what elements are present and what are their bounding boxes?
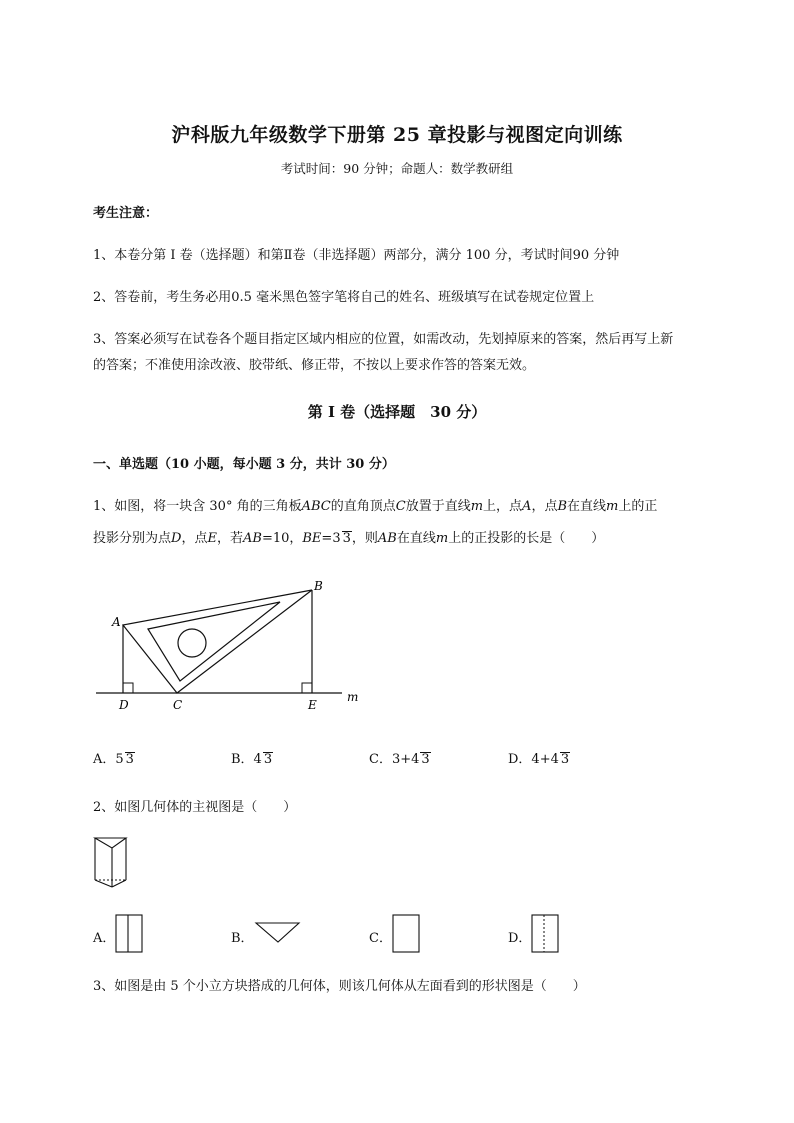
- q2-text: 2、如图几何体的主视图是（ ）: [93, 800, 297, 815]
- section-title: 第 I 卷（选择题 30 分）: [307, 403, 487, 421]
- q1-line-2: 投影分别为点D，点E，若AB=10，BE=3 3，则AB在直线m上的正投影的长是（ ）: [93, 531, 605, 546]
- note-item-3-line-2: 的答案；不准使用涂改液、胶带纸、修正带，不按以上要求作答的答案无效。: [93, 358, 536, 373]
- q1-option-c[interactable]: C．3+4 3: [369, 752, 430, 767]
- part-heading: 一、单选题（10 小题，每小题 3 分，共计 30 分）: [93, 457, 395, 472]
- q1-option-b[interactable]: B．4 3: [231, 752, 273, 767]
- note-item-3-line-1: 3、答案必须写在试卷各个题目指定区域内相应的位置，如需改动，先划掉原来的答案，然后再写上新: [93, 332, 674, 347]
- note-item-2: 2、答卷前，考生务必用0.5 毫米黑色签字笔将自己的姓名、班级填写在试卷规定位置上: [93, 290, 595, 305]
- q2-prism-figure: [92, 834, 132, 890]
- label-E: E: [308, 698, 317, 712]
- label-B: B: [314, 579, 323, 593]
- q2-option-d-label[interactable]: D．: [508, 931, 532, 946]
- label-D: D: [119, 698, 129, 712]
- exam-info: 考试时间：90 分钟；命题人：数学教研组: [280, 161, 514, 176]
- q2-option-b-label[interactable]: B．: [231, 931, 254, 946]
- q3-text: 3、如图是由 5 个小立方块搭成的几何体，则该几何体从左面看到的形状图是（ ）: [93, 979, 586, 994]
- q1-line-1: 1、如图，将一块含 30° 角的三角板ABC的直角顶点C放置于直线m上，点A，点B在直线m上的正: [93, 499, 658, 514]
- q2-option-d-figure[interactable]: [530, 913, 562, 955]
- q2-option-c-figure[interactable]: [391, 913, 423, 955]
- triangle-outer: [123, 590, 312, 693]
- triangle-inner: [148, 602, 280, 681]
- q2-option-a-label[interactable]: A．: [93, 931, 116, 946]
- notes-heading: 考生注意：: [93, 206, 159, 221]
- label-A: A: [112, 615, 121, 629]
- note-item-1: 1、本卷分第 I 卷（选择题）和第Ⅱ卷（非选择题）两部分，满分 100 分，考试时间90 分钟: [93, 248, 620, 263]
- q2-option-c-label[interactable]: C．: [369, 931, 392, 946]
- sqrt-radical: 3: [342, 531, 351, 546]
- label-m: m: [347, 690, 359, 704]
- right-angle-E: [302, 683, 312, 693]
- label-C: C: [173, 698, 183, 712]
- q2-option-a-figure[interactable]: [114, 913, 146, 955]
- right-angle-D: [123, 683, 133, 693]
- page-title: 沪科版九年级数学下册第 25 章投影与视图定向训练: [171, 124, 623, 146]
- q1-option-a[interactable]: A．5 3: [93, 752, 134, 767]
- q1-option-d[interactable]: D．4+4 3: [508, 752, 570, 767]
- q1-figure: [90, 575, 370, 715]
- circle-hole: [178, 629, 206, 657]
- q2-option-b-figure[interactable]: [254, 920, 302, 946]
